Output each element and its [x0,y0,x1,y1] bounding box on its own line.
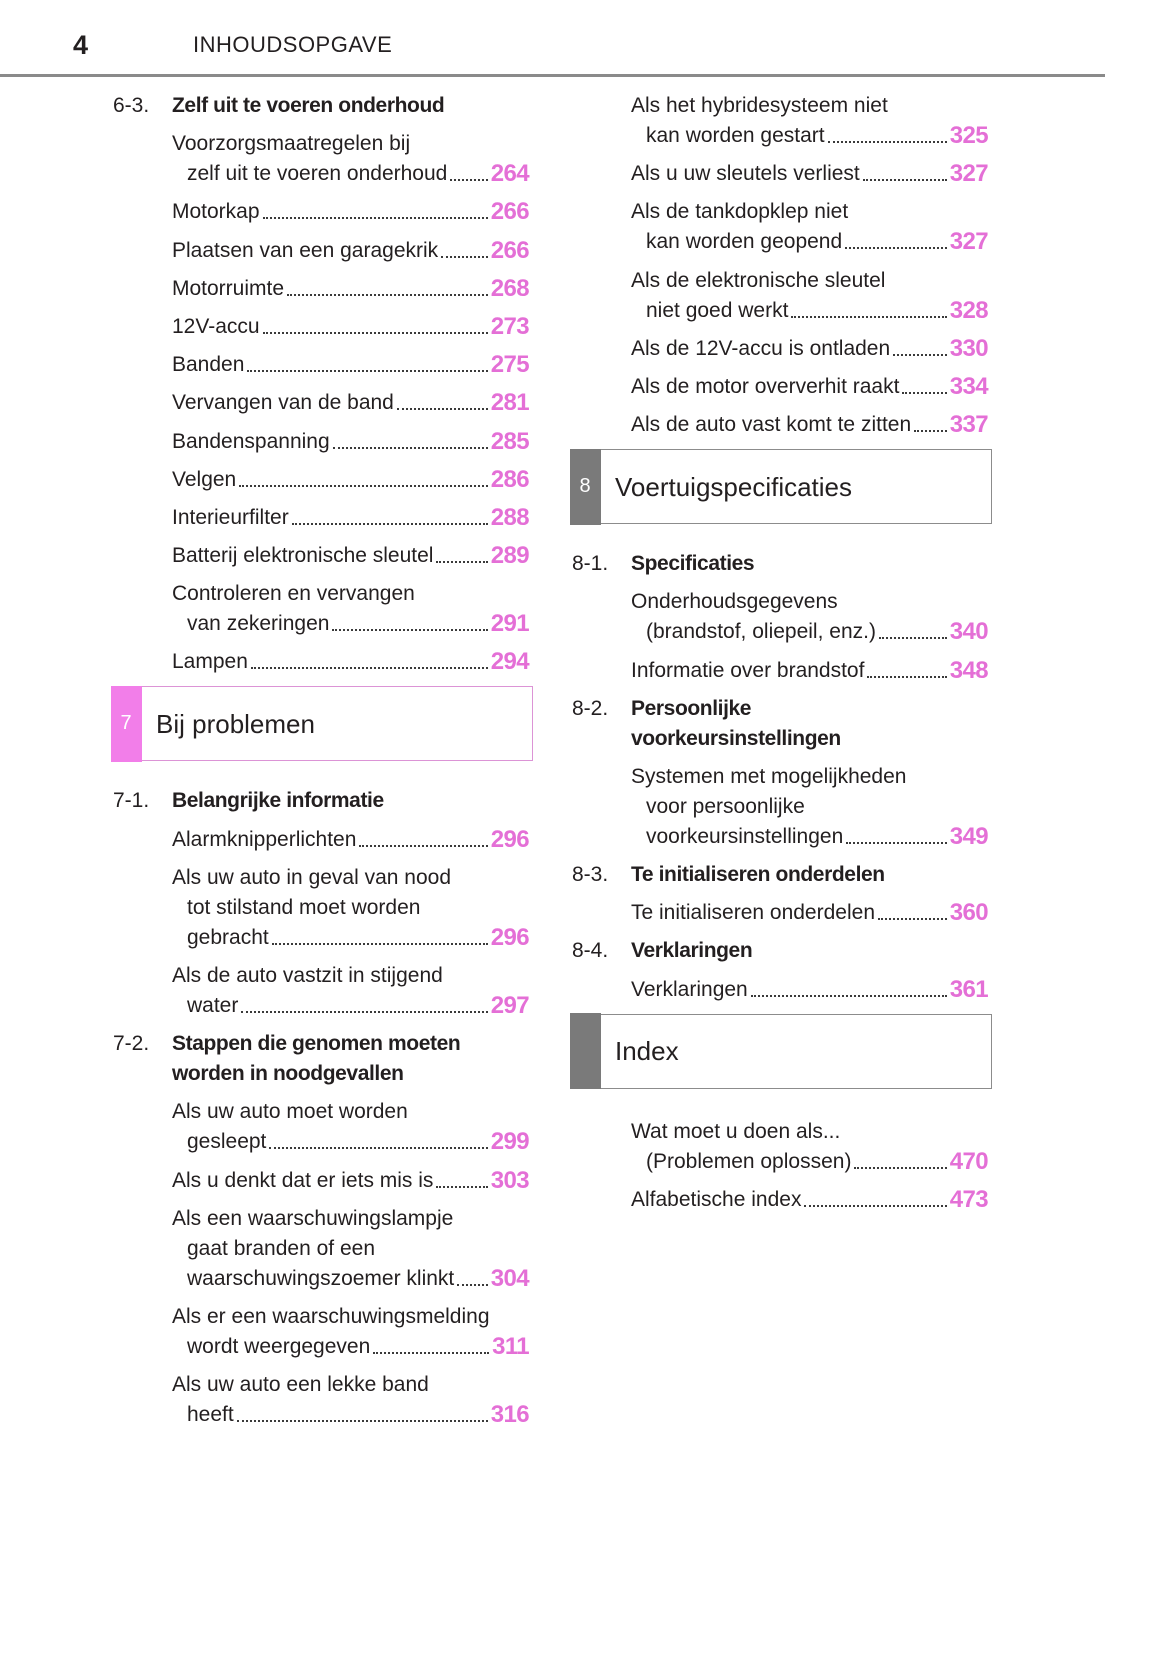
dot-leader [269,1147,487,1149]
toc-entry[interactable] [111,236,533,266]
entry-text: 12V-accu [172,314,260,338]
entry-line [172,1332,529,1362]
section-heading-8-1[interactable] [570,549,992,579]
dot-leader [804,1205,946,1207]
dot-leader [828,141,947,143]
entry-line [172,647,529,677]
section-title: Verklaringen [631,939,753,963]
entry-line [172,1166,529,1196]
section-title: voorkeursinstellingen [631,726,841,750]
section-title: Zelf uit te voeren onderhoud [172,94,445,117]
dot-leader [914,430,947,432]
section-title: Stappen die genomen moeten [172,1032,461,1056]
toc-entry[interactable] [570,372,992,402]
page-number: 285 [490,427,529,455]
page-number: 311 [492,1332,529,1360]
entry-line [631,121,988,151]
toc-entry[interactable] [111,825,533,855]
page-number: 275 [490,351,529,379]
page-number: 273 [490,312,529,340]
toc-entry[interactable] [111,197,533,227]
page-number: 264 [490,160,529,188]
chapter-title: Bij problemen [156,708,315,739]
entry-line [631,898,988,928]
toc-entry[interactable] [111,1166,533,1196]
entry-line [631,410,988,440]
entry-line [172,503,529,533]
toc-entry[interactable] [111,312,533,342]
section-heading-7-2[interactable] [111,1029,533,1089]
section-number: 8-1. [572,552,609,576]
toc-entry[interactable] [570,1117,992,1177]
toc-entry[interactable] [111,863,533,953]
toc-entry[interactable] [570,975,992,1005]
dot-leader [251,667,488,669]
toc-entry[interactable] [111,579,533,639]
page-number: 327 [949,228,988,256]
toc-entry[interactable] [570,334,992,364]
section-number: 8-3. [572,863,609,887]
dot-leader [457,1284,487,1286]
entry-text: tot stilstand moet worden [187,895,421,919]
entry-line [631,296,988,326]
page-number: 349 [949,822,988,850]
entry-line [172,609,529,639]
page-number: 281 [490,389,529,417]
dot-leader [878,918,947,920]
entry-line [631,975,988,1005]
entry-line [172,991,529,1021]
entry-text: Als u denkt dat er iets mis is [172,1168,434,1192]
dot-leader [247,370,487,372]
toc-entry[interactable] [570,410,992,440]
dot-leader [436,561,487,563]
page-number: 286 [490,465,529,493]
toc-entry[interactable] [111,1370,533,1430]
dot-leader [751,995,947,997]
entry-text: (Problemen oplossen) [646,1149,852,1173]
entry-line [172,236,529,266]
entry-text: Verklaringen [631,977,748,1001]
entry-text: Als het hybridesysteem niet [631,94,888,117]
chapter-tab [570,1013,601,1089]
toc-column-right [570,91,992,1223]
page-number: 266 [490,236,529,264]
toc-entry[interactable] [570,266,992,326]
entry-line [172,159,529,189]
page-number: 268 [490,274,529,302]
entry-text: Als de auto vast komt te zitten [631,413,912,437]
section-title: worden in noodgevallen [172,1062,404,1086]
entry-text: Als een waarschuwingslampje [172,1206,454,1230]
entry-text: Als er een waarschuwingsmelding [172,1304,490,1328]
toc-entry[interactable] [570,159,992,189]
toc-entry[interactable] [570,762,992,852]
entry-line [172,1400,529,1430]
toc-column-left [111,91,533,1438]
dot-leader [241,1011,487,1013]
dot-leader [902,392,946,394]
page-number: 360 [949,899,988,927]
dot-leader [287,294,488,296]
toc-entry[interactable] [111,465,533,495]
section-number: 8-4. [572,939,609,963]
entry-line [172,923,529,953]
entry-line [172,1264,529,1294]
section-number: 7-2. [113,1032,150,1056]
section-title: Persoonlijke [631,696,752,720]
entry-text: Wat moet u doen als... [631,1119,841,1143]
chapter-number: 8 [579,475,591,498]
dot-leader [359,845,487,847]
entry-text: van zekeringen [187,612,330,636]
entry-text: Als u uw sleutels verliest [631,162,860,186]
dot-leader [292,523,488,525]
entry-text: Bandenspanning [172,429,330,453]
entry-text: Als de 12V-accu is ontladen [631,336,891,360]
entry-text: Als de tankdopklep niet [631,200,849,224]
section-title: Specificaties [631,552,755,576]
section-number: 6-3. [113,94,150,117]
entry-text: Systemen met mogelijkheden [631,764,907,788]
chapter-title: Voertuigspecificaties [615,471,853,502]
dot-leader [867,676,946,678]
toc-entry[interactable] [111,503,533,533]
dot-leader [263,332,488,334]
entry-text: Te initialiseren onderdelen [631,901,875,925]
entry-text: Plaatsen van een garagekrik [172,238,439,262]
entry-line [631,372,988,402]
dot-leader [854,1167,946,1169]
entry-text: gebracht [187,925,269,949]
dot-leader [263,217,488,219]
dot-leader [845,247,947,249]
page-number: 304 [490,1264,529,1292]
entry-text: gaat branden of een [187,1236,375,1260]
entry-text: heeft [187,1403,234,1427]
dot-leader [450,179,487,181]
entry-line [631,1185,988,1215]
chapter-tab [111,686,142,762]
dot-leader [333,447,488,449]
toc-entry[interactable] [111,1302,533,1362]
dot-leader [272,943,488,945]
dot-leader [239,485,488,487]
page-number: 470 [949,1147,988,1175]
entry-line [631,334,988,364]
entry-text: Alfabetische index [631,1187,802,1211]
dot-leader [879,637,947,639]
entry-text: Als uw auto moet worden [172,1100,408,1124]
entry-line [631,1147,988,1177]
dot-leader [332,629,487,631]
toc-entry[interactable] [111,1097,533,1157]
toc-entry[interactable] [111,350,533,380]
entry-text: kan worden gestart [646,124,825,147]
entry-text: waarschuwingszoemer klinkt [187,1266,455,1290]
dot-leader [893,354,947,356]
section-heading-6-3[interactable] [111,91,533,121]
dot-leader [791,316,946,318]
dot-leader [436,1186,487,1188]
page-number: 337 [949,411,988,439]
entry-text: Als de auto vastzit in stijgend [172,964,443,987]
entry-text: Als de motor oververhit raakt [631,374,900,398]
page-number: 303 [490,1166,529,1194]
section-heading-8-3[interactable] [570,860,992,890]
section-heading-8-4[interactable] [570,936,992,966]
chapter-7-box[interactable] [111,686,533,761]
toc-entry[interactable] [111,541,533,571]
entry-text: Als de elektronische sleutel [631,268,886,292]
entry-text: niet goed werkt [646,298,789,322]
entry-text: Controleren en vervangen [172,582,415,606]
entry-text: Voorzorgsmaatregelen bij [172,132,411,156]
dot-leader [863,179,947,181]
page-number: 289 [490,542,529,570]
page-number: 296 [490,825,529,853]
dot-leader [441,256,488,258]
dot-leader [397,408,488,410]
toc-entry[interactable] [570,656,992,686]
header-title: INHOUDSOPGAVE [193,32,393,57]
chapter-tab [570,449,601,525]
chapter-number: 7 [120,712,132,735]
page-number: 291 [490,610,529,638]
entry-text: Lampen [172,650,248,674]
entry-line [172,388,529,418]
page-number: 328 [949,296,988,324]
dot-leader [373,1352,489,1354]
entry-text: Onderhoudsgegevens [631,590,838,614]
toc-entry[interactable] [111,647,533,677]
header-rule [0,74,1105,77]
section-number: 8-2. [572,696,609,720]
entry-line [172,825,529,855]
entry-text: Informatie over brandstof [631,658,865,682]
section-title: Te initialiseren onderdelen [631,863,885,887]
entry-line [172,427,529,457]
toc-entry[interactable] [570,91,992,151]
entry-line [631,822,988,852]
entry-text: wordt weergegeven [187,1334,371,1358]
entry-line [631,227,988,257]
page-number: 288 [490,503,529,531]
entry-text: kan worden geopend [646,230,843,254]
entry-text: Batterij elektronische sleutel [172,544,434,568]
page-number: 316 [490,1401,529,1429]
entry-text: Vervangen van de band [172,391,394,415]
entry-text: water [187,994,239,1017]
entry-text: Als uw auto een lekke band [172,1373,429,1397]
chapter-8-box[interactable] [570,449,992,524]
toc-entry[interactable] [570,898,992,928]
page-number: 299 [490,1128,529,1156]
entry-line [631,617,988,647]
entry-text: zelf uit te voeren onderhoud [187,162,448,186]
page-number: 325 [949,122,988,149]
entry-text: Motorruimte [172,276,285,300]
page-number: 266 [490,198,529,226]
entry-line [172,541,529,571]
entry-text: (brandstof, oliepeil, enz.) [646,620,876,644]
entry-text: gesleept [187,1130,267,1154]
section-title: Belangrijke informatie [172,789,384,813]
chapter-title: Index [615,1036,679,1067]
toc-entry[interactable] [570,1185,992,1215]
entry-line [172,465,529,495]
page-number: 296 [490,923,529,951]
section-heading-8-2[interactable] [570,694,992,754]
section-heading-7-1[interactable] [111,786,533,816]
toc-entry[interactable] [111,1204,533,1294]
entry-line [172,197,529,227]
page-number: 330 [949,334,988,362]
entry-text: Motorkap [172,200,260,224]
page-number: 340 [949,618,988,646]
dot-leader [846,842,946,844]
toc-entry[interactable] [111,388,533,418]
entry-text: Velgen [172,467,237,491]
toc-entry[interactable] [111,961,533,1021]
entry-text: voorkeursinstellingen [646,824,844,848]
entry-text: Als uw auto in geval van nood [172,865,452,889]
index-box[interactable] [570,1014,992,1089]
entry-line [631,159,988,189]
entry-line [172,350,529,380]
dot-leader [237,1420,488,1422]
entry-line [172,312,529,342]
toc-entry[interactable] [111,129,533,189]
page-number: 361 [949,975,988,1003]
toc-entry[interactable] [111,427,533,457]
toc-entry[interactable] [570,587,992,647]
section-number: 7-1. [113,789,150,813]
entry-text: Interieurfilter [172,505,289,529]
entry-line [631,656,988,686]
entry-text: Alarmknipperlichten [172,827,357,851]
entry-line [172,274,529,304]
entry-text: Banden [172,353,245,377]
entry-line [172,1127,529,1157]
toc-entry[interactable] [111,274,533,304]
page-number: 348 [949,656,988,684]
page-number: 334 [949,372,988,400]
entry-text: voor persoonlijke [646,794,805,818]
page-number: 473 [949,1185,988,1213]
page-number-header: 4 [73,30,89,60]
toc-entry[interactable] [570,197,992,257]
page-number: 294 [490,648,529,676]
page-number: 327 [949,160,988,188]
page-number: 297 [490,992,529,1019]
